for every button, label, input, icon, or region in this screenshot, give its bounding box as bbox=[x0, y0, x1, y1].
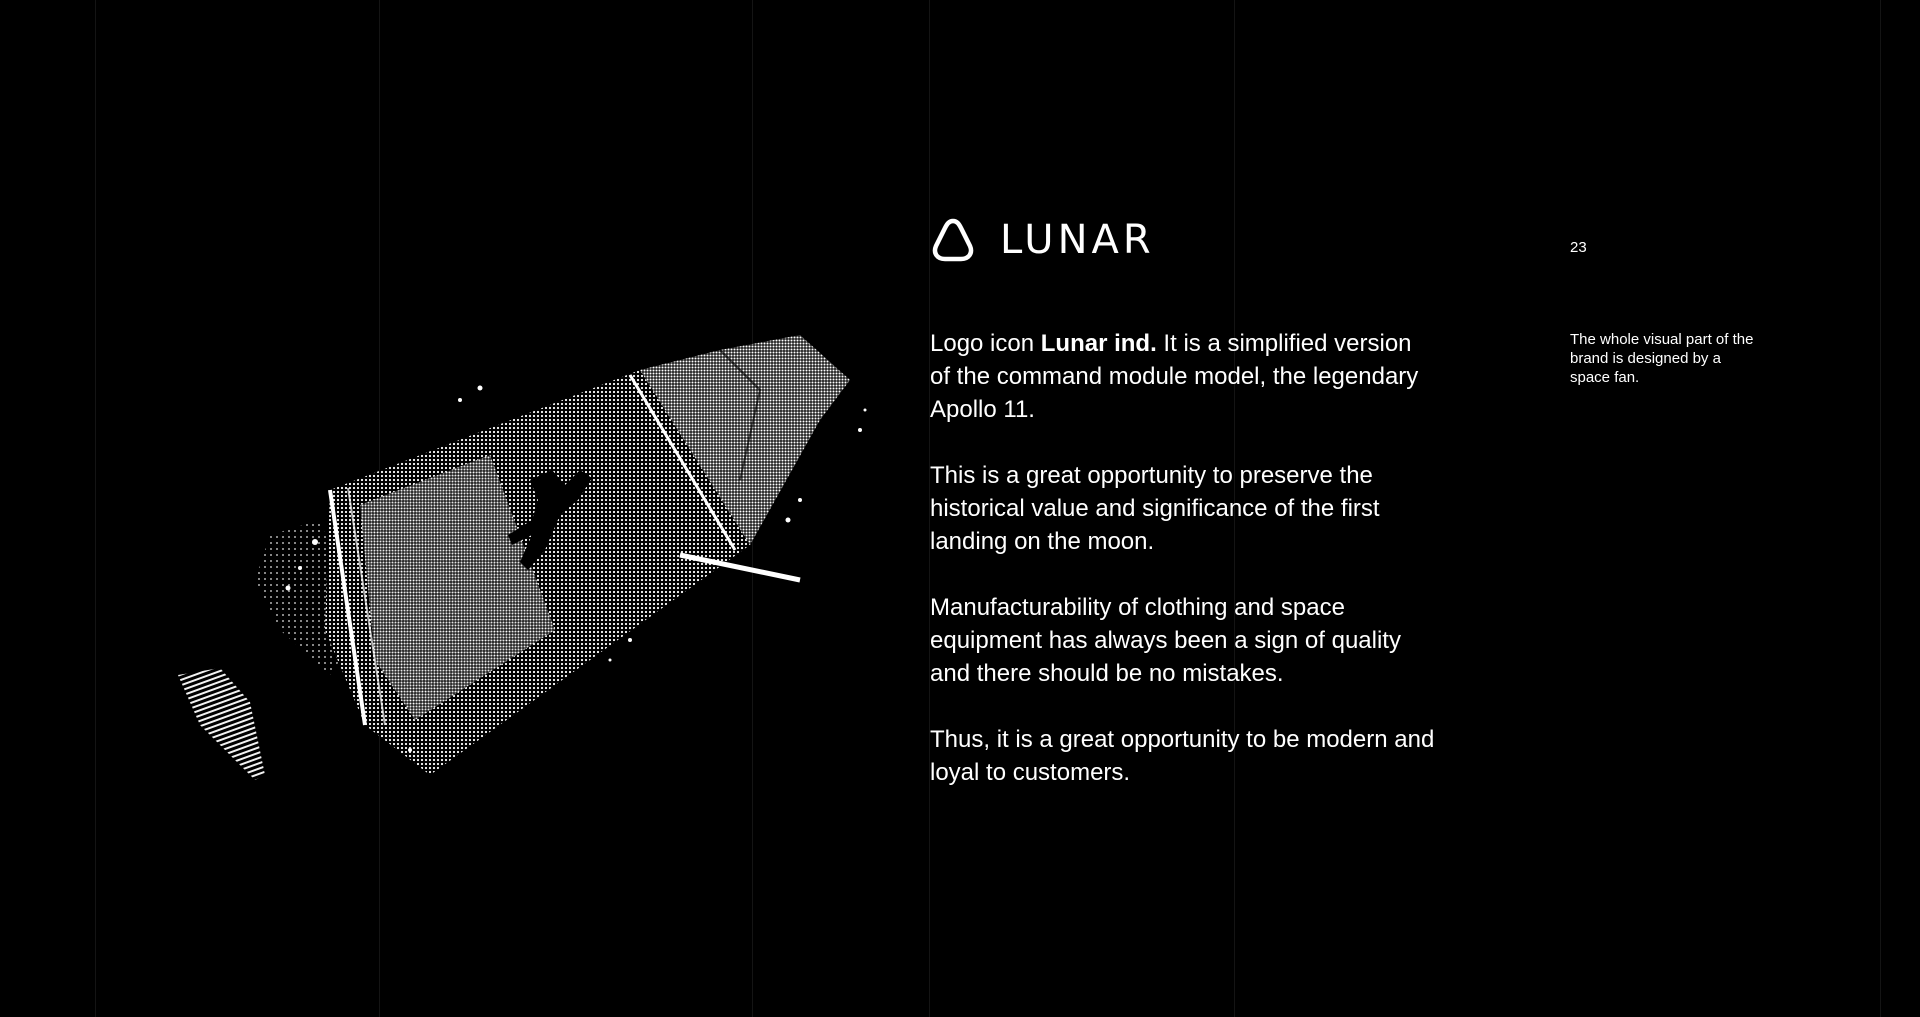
brand-name: Lunar ind. bbox=[1040, 330, 1157, 357]
intro-lead: Logo icon bbox=[930, 330, 1041, 357]
grid-line bbox=[1880, 0, 1881, 1017]
body-paragraph: Thus, it is a great opportunity to be modern and loyal to customers. bbox=[930, 726, 1435, 786]
lunar-logo-icon bbox=[930, 217, 976, 263]
grid-line bbox=[95, 0, 96, 1017]
body-paragraph: This is a great opportunity to preserve the historical value and significance of the first landing on the moon. bbox=[930, 462, 1380, 555]
intro-paragraph bbox=[930, 327, 1435, 426]
intro-rest: It is a simplified version of the command module model, the legendary Apollo 11. bbox=[930, 330, 1419, 423]
brand-logo bbox=[930, 215, 1155, 265]
page-number: 23 bbox=[1570, 239, 1587, 256]
body-copy bbox=[930, 327, 1435, 822]
command-module-illustration bbox=[160, 330, 880, 790]
side-note: The whole visual part of the brand is designed by a space fan. bbox=[1570, 331, 1754, 386]
brand-wordmark: LUNAR bbox=[1000, 217, 1155, 263]
body-paragraph: Manufacturability of clothing and space equipment has always been a sign of quality and there should be no mistakes. bbox=[930, 594, 1401, 687]
